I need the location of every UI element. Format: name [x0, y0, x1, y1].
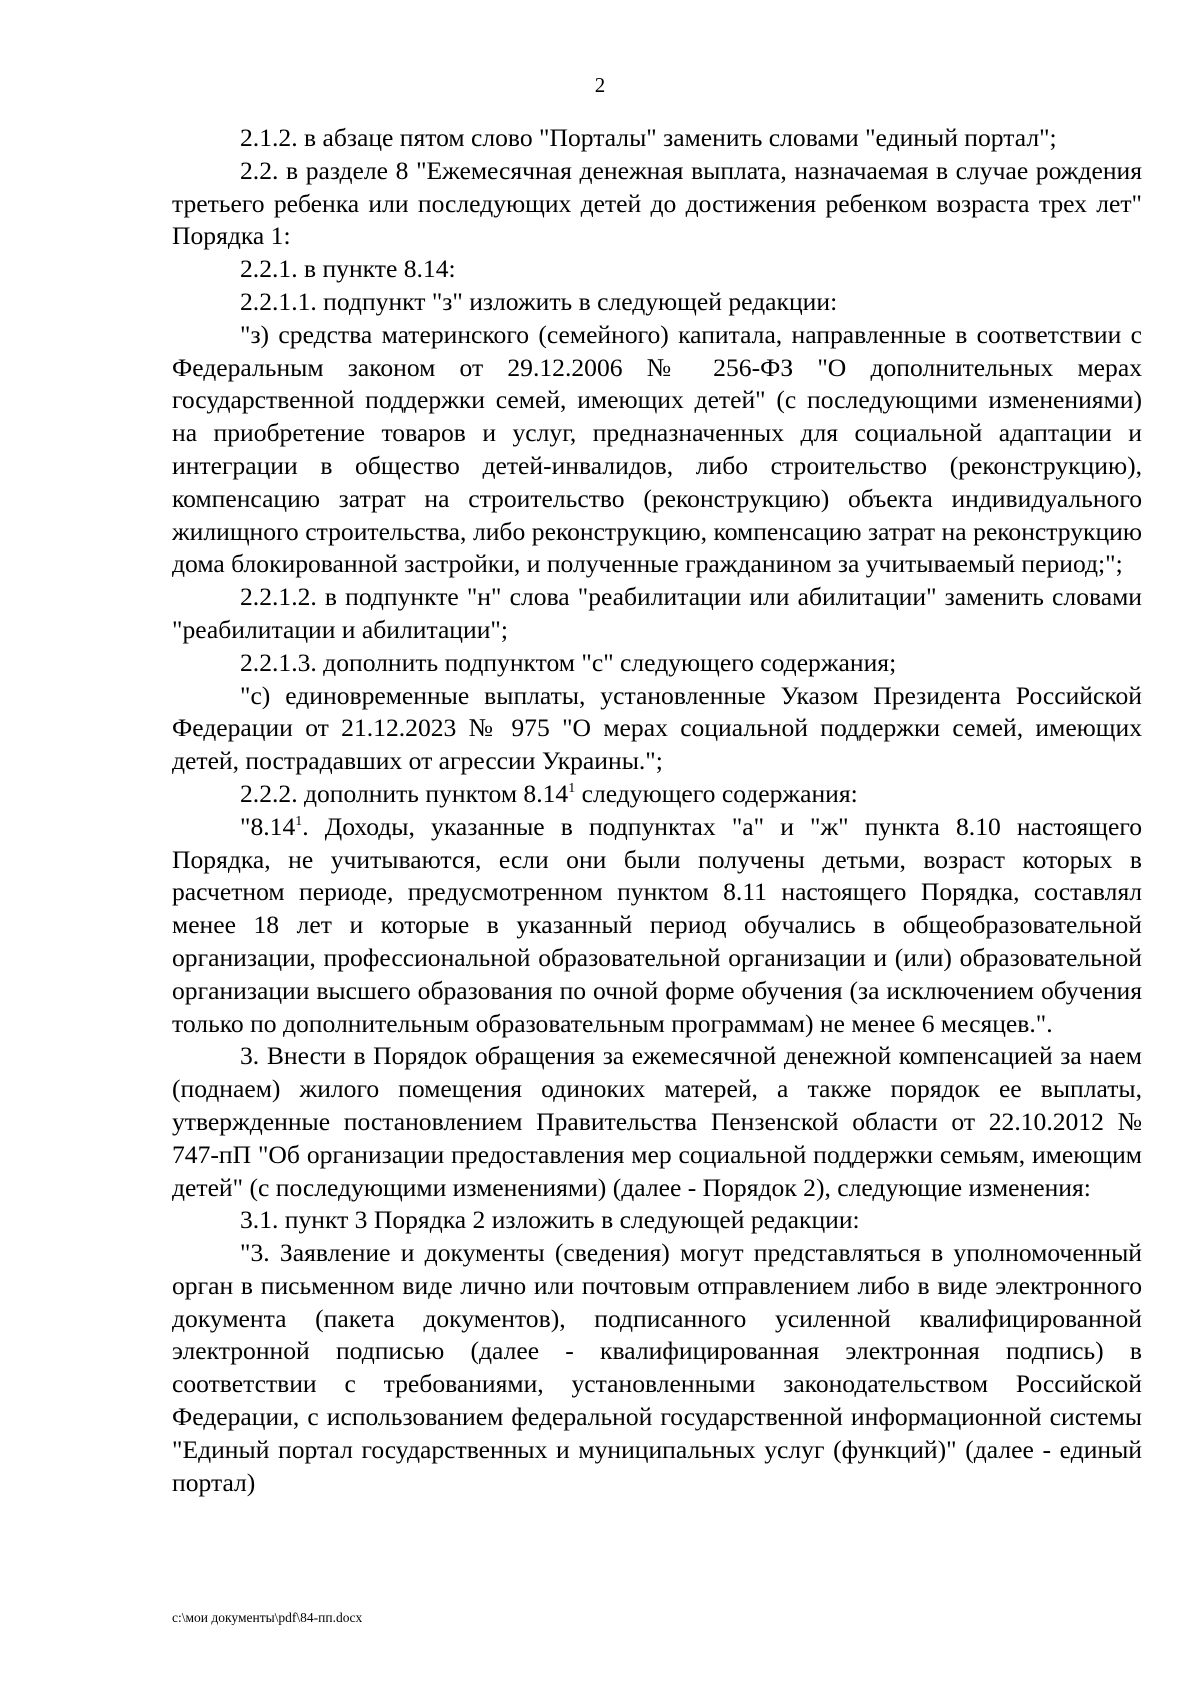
paragraph-item-3: "3. Заявление и документы (сведения) могут представляться в уполномоченный орган в письменном виде лично или почтовым отправлением либо в виде электронного документа (пакета документов), подписанного усиленной квалифицированной электронной подписью (далее - квалифицированная электронная подпись) в соответствии с требованиями, установленными законодательством Российской Федерации, с использованием федеральной государственной информационной системы "Единый портал государственных и муниципальных услуг (функций)" (далее - единый портал): [172, 1238, 1142, 1497]
superscript: 1: [568, 780, 576, 796]
footer-file-path: c:\мои документы\pdf\84-пп.docx: [172, 1610, 363, 1625]
page-number: 2: [594, 73, 606, 97]
paragraph-3: 3. Внести в Порядок обращения за ежемесячной денежной компенсацией за наем (поднаем) жилого помещения одиноких матерей, а также порядок ее выплаты, утвержденные постановлением Правительства Пензенской области от 22.10.2012 № 747-пП "Об организации предоставления мер социальной поддержки семьям, имеющим детей" (с последующими изменениями) (далее - Порядок 2), следующие изменения:: [172, 1041, 1142, 1202]
paragraph-2-2: 2.2. в разделе 8 "Ежемесячная денежная выплата, назначаемая в случае рождения третьего ребенка или последующих детей до достижения ребенком возраста трех лет" Порядка 1:: [172, 155, 1142, 251]
paragraph-subitem-z: "з) средства материнского (семейного) капитала, направленные в соответствии с Федеральным законом от 29.12.2006 № 256-ФЗ "О дополнительных мерах государственной поддержки семей, имеющих детей" (с последующими изменениями) на приобретение товаров и услуг, предназначенных для социальной адаптации и интеграции в общество детей-инвалидов, либо строительство (реконструкцию), компенсацию затрат на строительство (реконструкцию) объекта индивидуального жилищного строительства, либо реконструкцию, компенсацию затрат на реконструкцию дома блокированной застройки, и полученные гражданином за учитываемый период;";: [172, 319, 1142, 579]
paragraph-2-2-1-1: 2.2.1.1. подпункт "з" изложить в следующей редакции:: [240, 286, 838, 316]
paragraph-2-2-2: [172, 778, 1142, 811]
paragraph-2-2-1: 2.2.1. в пункте 8.14:: [240, 254, 456, 284]
paragraph-8-14-1-number: "8.14: [240, 811, 296, 841]
superscript: 1: [295, 813, 303, 829]
paragraph-3-1: 3.1. пункт 3 Порядка 2 изложить в следующей редакции:: [240, 1205, 860, 1235]
document-body: [172, 122, 1142, 1499]
paragraph-8-14-1: [172, 811, 1142, 1041]
paragraph-subitem-s: "с) единовременные выплаты, установленные Указом Президента Российской Федерации от 21.12.2023 № 975 "О мерах социальной поддержки семей, имеющих детей, пострадавших от агрессии Украины.";: [172, 680, 1142, 776]
paragraph-8-14-1-text: . Доходы, указанные в подпунктах "а" и "ж" пункта 8.10 настоящего Порядка, не учитываются, если они были получены детьми, возраст которых в расчетном периоде, предусмотренном пунктом 8.11 настоящего Порядка, составлял менее 18 лет и которые в указанный период обучались в общеобразовательной организации, профессиональной образовательной организации и (или) образовательной организации высшего образования по очной форме обучения (за исключением обучения только по дополнительным образовательным программам) не менее 6 месяцев.".: [172, 811, 1142, 1038]
paragraph-2-2-2-text: 2.2.2. дополнить пунктом 8.14: [240, 778, 569, 808]
paragraph-2-1-2: 2.1.2. в абзаце пятом слово "Порталы" заменить словами "единый портал";: [240, 123, 1057, 152]
paragraph-2-2-1-2: 2.2.1.2. в подпункте "н" слова "реабилитации или абилитации" заменить словами "реабилитации и абилитации";: [172, 582, 1142, 644]
paragraph-2-2-2-tail: следующего содержания:: [575, 778, 858, 808]
paragraph-2-2-1-3: 2.2.1.3. дополнить подпунктом "с" следующего содержания;: [240, 647, 897, 677]
